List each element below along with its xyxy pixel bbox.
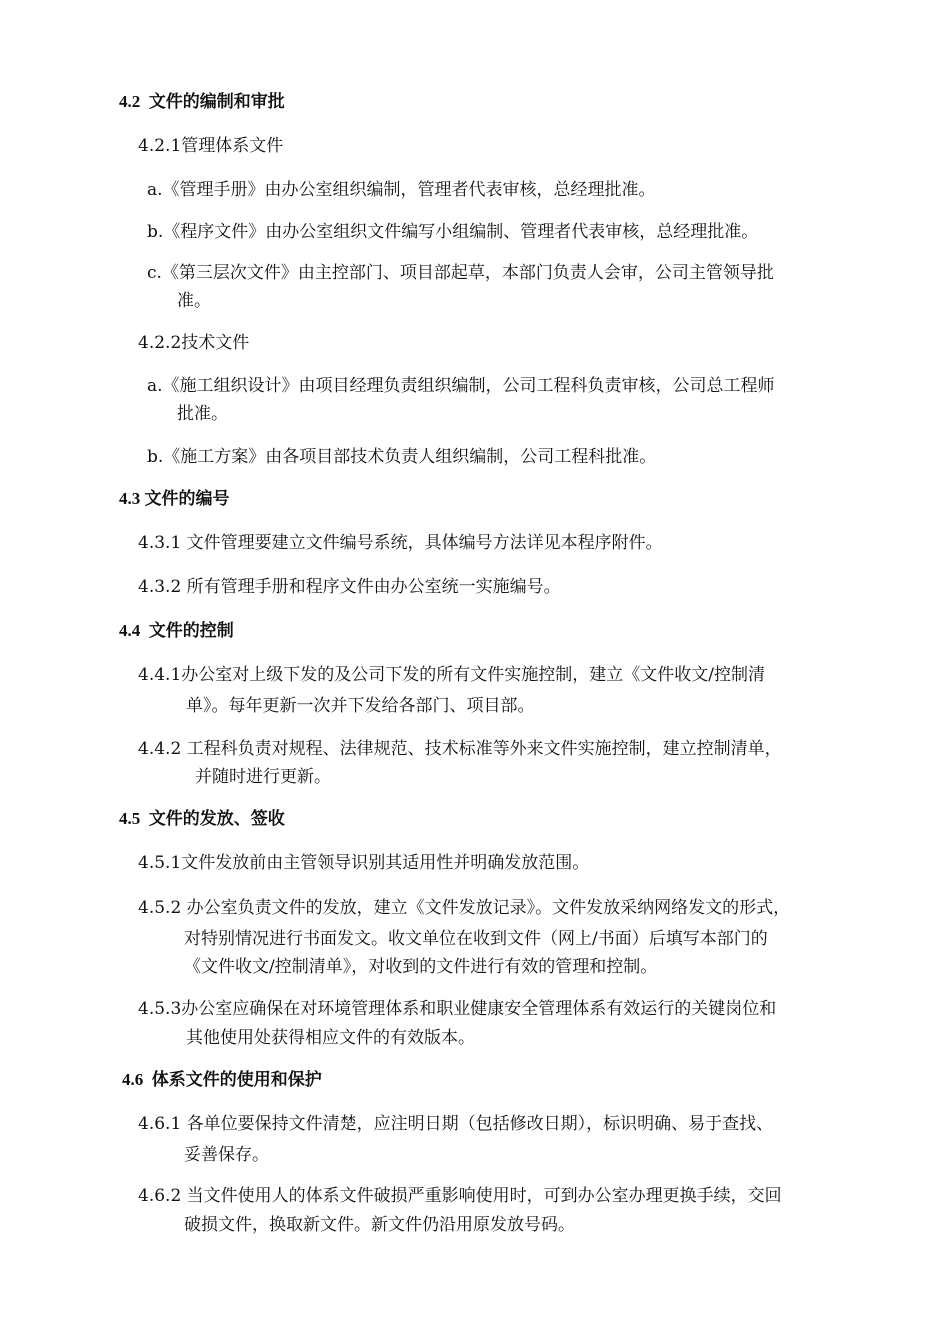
subheading-4-2-1: 4.2.1管理体系文件 [138, 136, 284, 156]
heading-number: 4.4 [119, 621, 141, 640]
item-4-2-1-a: a.《管理手册》由办公室组织编制，管理者代表审核，总经理批准。 [147, 180, 656, 200]
heading-4-2 [119, 91, 285, 113]
paragraph-4-6-2-line1: 4.6.2 当文件使用人的体系文件破损严重影响使用时，可到办公室办理更换手续，交回 [138, 1186, 782, 1206]
paragraph-4-3-2: 4.3.2 所有管理手册和程序文件由办公室统一实施编号。 [138, 577, 561, 597]
heading-title: 文件的编制和审批 [148, 92, 285, 112]
subheading-4-2-2: 4.2.2技术文件 [138, 333, 250, 353]
paragraph-4-4-1-line1: 4.4.1办公室对上级下发的及公司下发的所有文件实施控制，建立《文件收文/控制清 [138, 665, 765, 685]
heading-4-4 [119, 620, 234, 642]
heading-number: 4.2 [119, 92, 141, 111]
item-4-2-2-a-line2: 批准。 [177, 404, 228, 424]
paragraph-4-5-3-line2: 其他使用处获得相应文件的有效版本。 [186, 1028, 475, 1048]
paragraph-4-5-2-line1: 4.5.2 办公室负责文件的发放，建立《文件发放记录》。文件发放采纳网络发文的形式， [138, 898, 791, 918]
paragraph-4-5-2-line3: 《文件收文/控制清单》，对收到的文件进行有效的管理和控制。 [184, 957, 658, 977]
item-4-2-1-c-line2: 准。 [177, 291, 211, 311]
heading-4-5 [119, 808, 285, 830]
heading-title: 文件的控制 [148, 621, 234, 641]
paragraph-4-6-1-line2: 妥善保存。 [184, 1145, 269, 1165]
paragraph-4-5-3-line1: 4.5.3办公室应确保在对环境管理体系和职业健康安全管理体系有效运行的关键岗位和 [138, 999, 777, 1019]
item-4-2-2-a-line1: a.《施工组织设计》由项目经理负责组织编制，公司工程科负责审核，公司总工程师 [147, 376, 775, 396]
heading-4-6 [122, 1069, 322, 1091]
heading-number: 4.3 [119, 489, 141, 508]
item-4-2-2-b: b.《施工方案》由各项目部技术负责人组织编制，公司工程科批准。 [147, 447, 657, 467]
heading-number: 4.5 [119, 809, 141, 828]
heading-number: 4.6 [122, 1070, 144, 1089]
heading-title: 文件的编号 [144, 489, 230, 509]
paragraph-4-4-2-line2: 并随时进行更新。 [195, 767, 331, 787]
paragraph-4-6-2-line2: 破损文件，换取新文件。新文件仍沿用原发放号码。 [184, 1215, 575, 1235]
paragraph-4-6-1-line1: 4.6.1 各单位要保持文件清楚，应注明日期（包括修改日期），标识明确、易于查找、 [138, 1114, 774, 1134]
heading-title: 文件的发放、签收 [148, 809, 285, 829]
paragraph-4-5-2-line2: 对特别情况进行书面发文。收文单位在收到文件（网上/书面）后填写本部门的 [184, 929, 768, 949]
paragraph-4-5-1: 4.5.1文件发放前由主管领导识别其适用性并明确发放范围。 [138, 853, 590, 873]
paragraph-4-4-2-line1: 4.4.2 工程科负责对规程、法律规范、技术标准等外来文件实施控制，建立控制清单， [138, 739, 782, 759]
heading-4-3 [119, 488, 230, 510]
paragraph-4-4-1-line2: 单》。每年更新一次并下发给各部门、项目部。 [186, 696, 535, 716]
heading-title: 体系文件的使用和保护 [151, 1070, 322, 1090]
paragraph-4-3-1: 4.3.1 文件管理要建立文件编号系统，具体编号方法详见本程序附件。 [138, 533, 663, 553]
item-4-2-1-b: b.《程序文件》由办公室组织文件编写小组编制、管理者代表审核，总经理批准。 [147, 222, 759, 242]
item-4-2-1-c-line1: c.《第三层次文件》由主控部门、项目部起草，本部门负责人会审，公司主管领导批 [147, 263, 774, 283]
